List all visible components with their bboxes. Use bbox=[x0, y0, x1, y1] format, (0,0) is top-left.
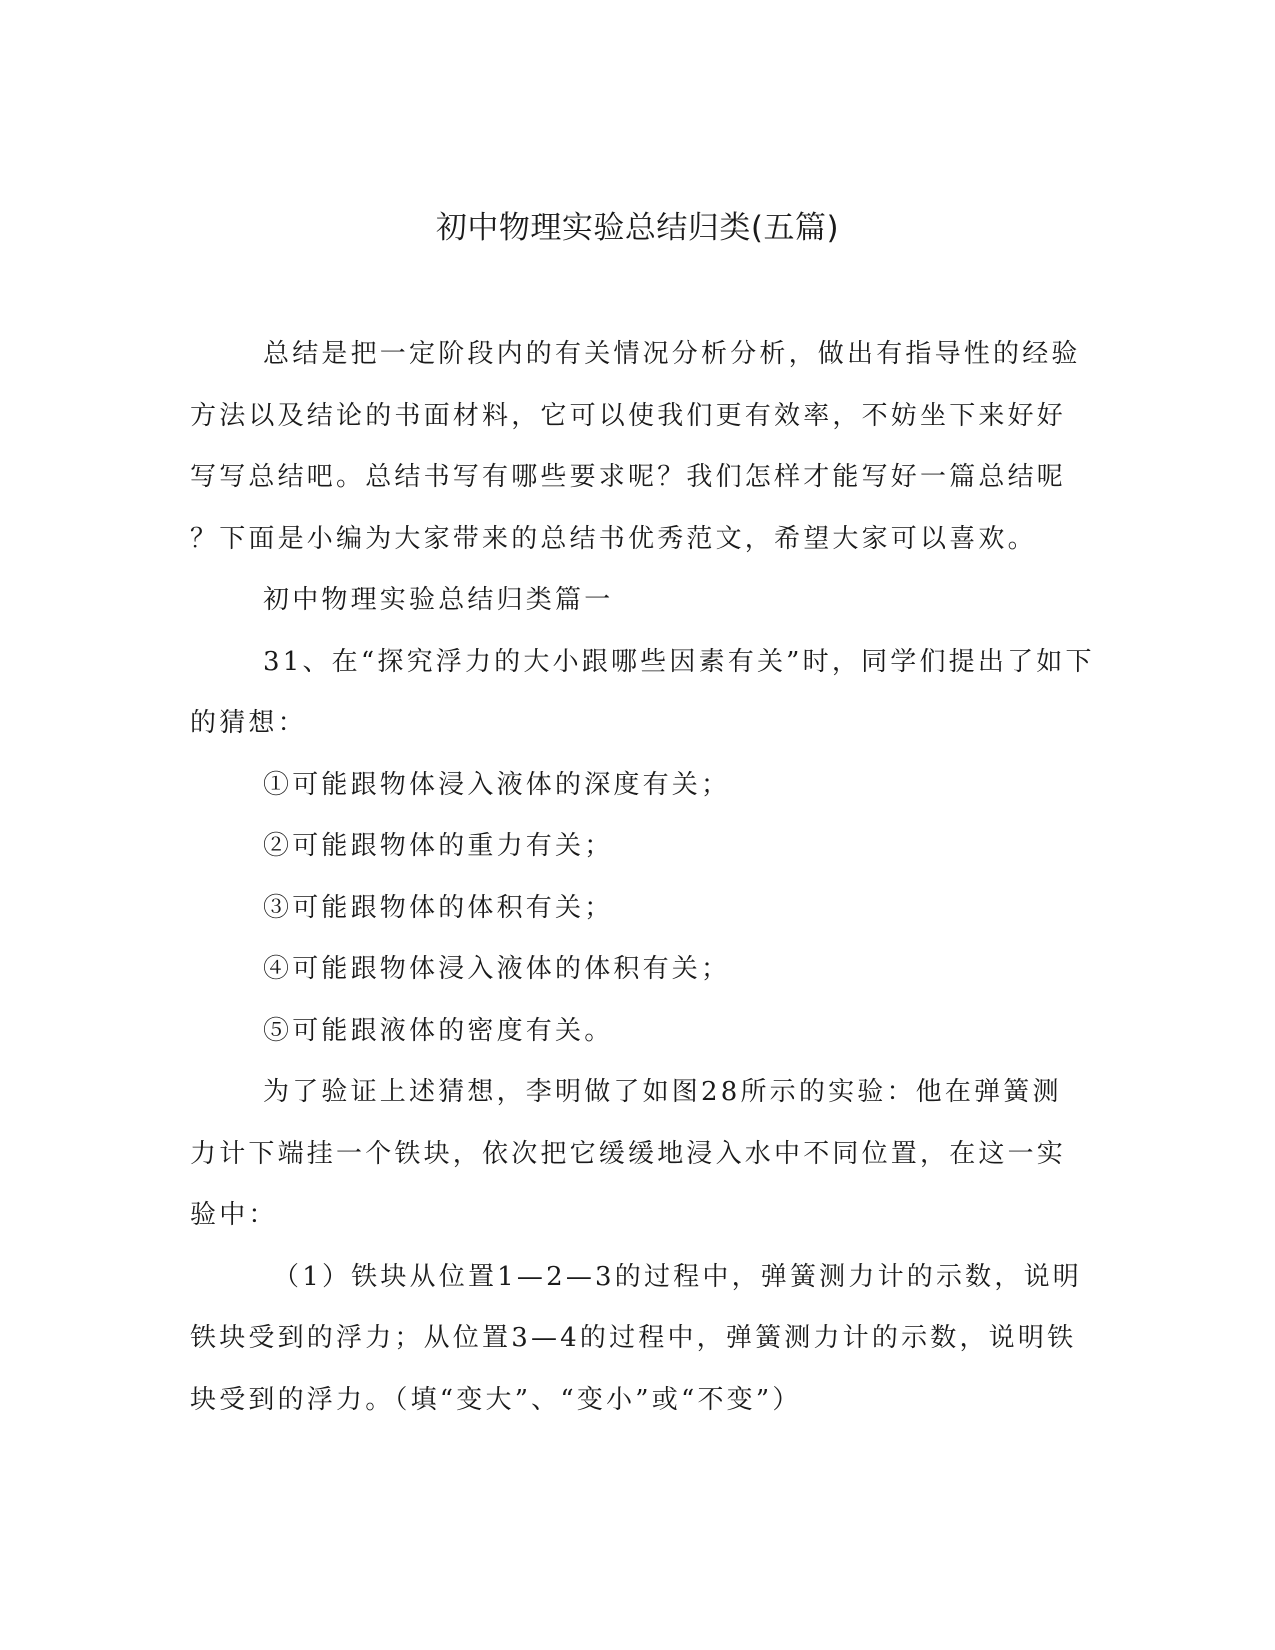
intro-paragraph bbox=[190, 324, 1081, 570]
question-paragraph bbox=[190, 632, 1095, 755]
intro-line: 总结是把一定阶段内的有关情况分析分析，做出有指导性的经验 bbox=[263, 339, 1081, 369]
subquestion-paragraph bbox=[190, 1247, 1082, 1432]
guess-list bbox=[190, 755, 1070, 1063]
guess-item: ④可能跟物体浸入液体的体积有关； bbox=[263, 954, 731, 984]
experiment-line: 为了验证上述猜想，李明做了如图28所示的实验：他在弹簧测 bbox=[263, 1077, 1062, 1107]
experiment-line: 力计下端挂一个铁块，依次把它缓缓地浸入水中不同位置，在这一实 bbox=[190, 1138, 1067, 1169]
intro-line: ？下面是小编为大家带来的总结书优秀范文，希望大家可以喜欢。 bbox=[190, 523, 1037, 554]
subquestion-line: 块受到的浮力。（填“变大”、“变小”或“不变”） bbox=[190, 1384, 802, 1415]
intro-line: 写写总结吧。总结书写有哪些要求呢？我们怎样才能写好一篇总结呢 bbox=[190, 462, 1067, 492]
guess-item: ①可能跟物体浸入液体的深度有关； bbox=[263, 769, 731, 800]
guess-item: ⑤可能跟液体的密度有关。 bbox=[263, 1015, 614, 1046]
question-line: 的猜想： bbox=[190, 708, 307, 738]
subquestion-line: （1）铁块从位置1—2—3的过程中，弹簧测力计的示数，说明 bbox=[273, 1261, 1082, 1292]
question-line: 31、在“探究浮力的大小跟哪些因素有关”时，同学们提出了如下 bbox=[263, 646, 1095, 677]
experiment-line: 验中： bbox=[190, 1200, 278, 1230]
intro-line: 方法以及结论的书面材料，它可以使我们更有效率，不妨坐下来好好 bbox=[190, 400, 1067, 431]
document-title: 初中物理实验总结归类(五篇) bbox=[435, 210, 840, 246]
guess-item: ③可能跟物体的体积有关； bbox=[263, 892, 614, 923]
guess-item: ②可能跟物体的重力有关； bbox=[263, 831, 614, 861]
document-body bbox=[190, 324, 1095, 1431]
subquestion-line: 铁块受到的浮力；从位置3—4的过程中，弹簧测力计的示数，说明铁 bbox=[190, 1323, 1077, 1353]
experiment-paragraph bbox=[190, 1062, 1070, 1247]
section-heading-text: 初中物理实验总结归类篇一 bbox=[263, 585, 614, 615]
section-heading bbox=[190, 570, 1070, 632]
